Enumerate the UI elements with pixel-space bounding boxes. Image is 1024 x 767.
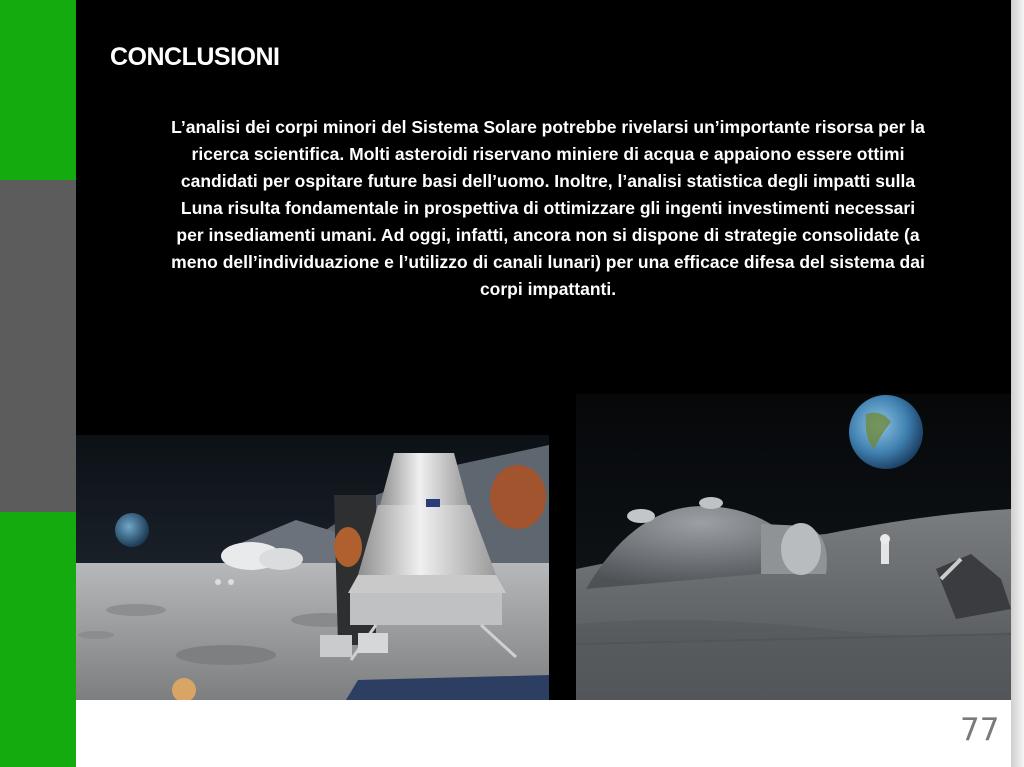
slide-body-text: L’analisi dei corpi minori del Sistema Solare potrebbe rivelarsi un’importante risorsa per la ricerca scientifica. Molti asteroidi riservano miniere di acqua e appaiono essere ottimi candidati per ospitare future basi dell’uomo. Inoltre, l’analisi statistica degli impatti sulla Luna risulta fondamentale in prospettiva di ottimizzare gli ingenti investimenti necessari per insediamenti umani. Ad oggi, infatti, ancora non si dispone di strategie consolidate (a meno dell’individuazione e l’utilizzo di canali lunari) per una efficace difesa del sistema dai corpi impattanti.	[171, 117, 925, 299]
lunar-lander-image	[76, 435, 549, 700]
right-edge-strip	[1011, 0, 1024, 767]
sidebar-green-top	[0, 0, 76, 180]
sidebar-gray-block	[0, 180, 76, 512]
moon-base-image	[576, 394, 1011, 700]
sidebar-green-bottom	[0, 512, 76, 767]
page-number: 77	[960, 712, 1000, 748]
slide-panel	[76, 0, 1011, 700]
slide-title: CONCLUSIONI	[110, 43, 280, 71]
